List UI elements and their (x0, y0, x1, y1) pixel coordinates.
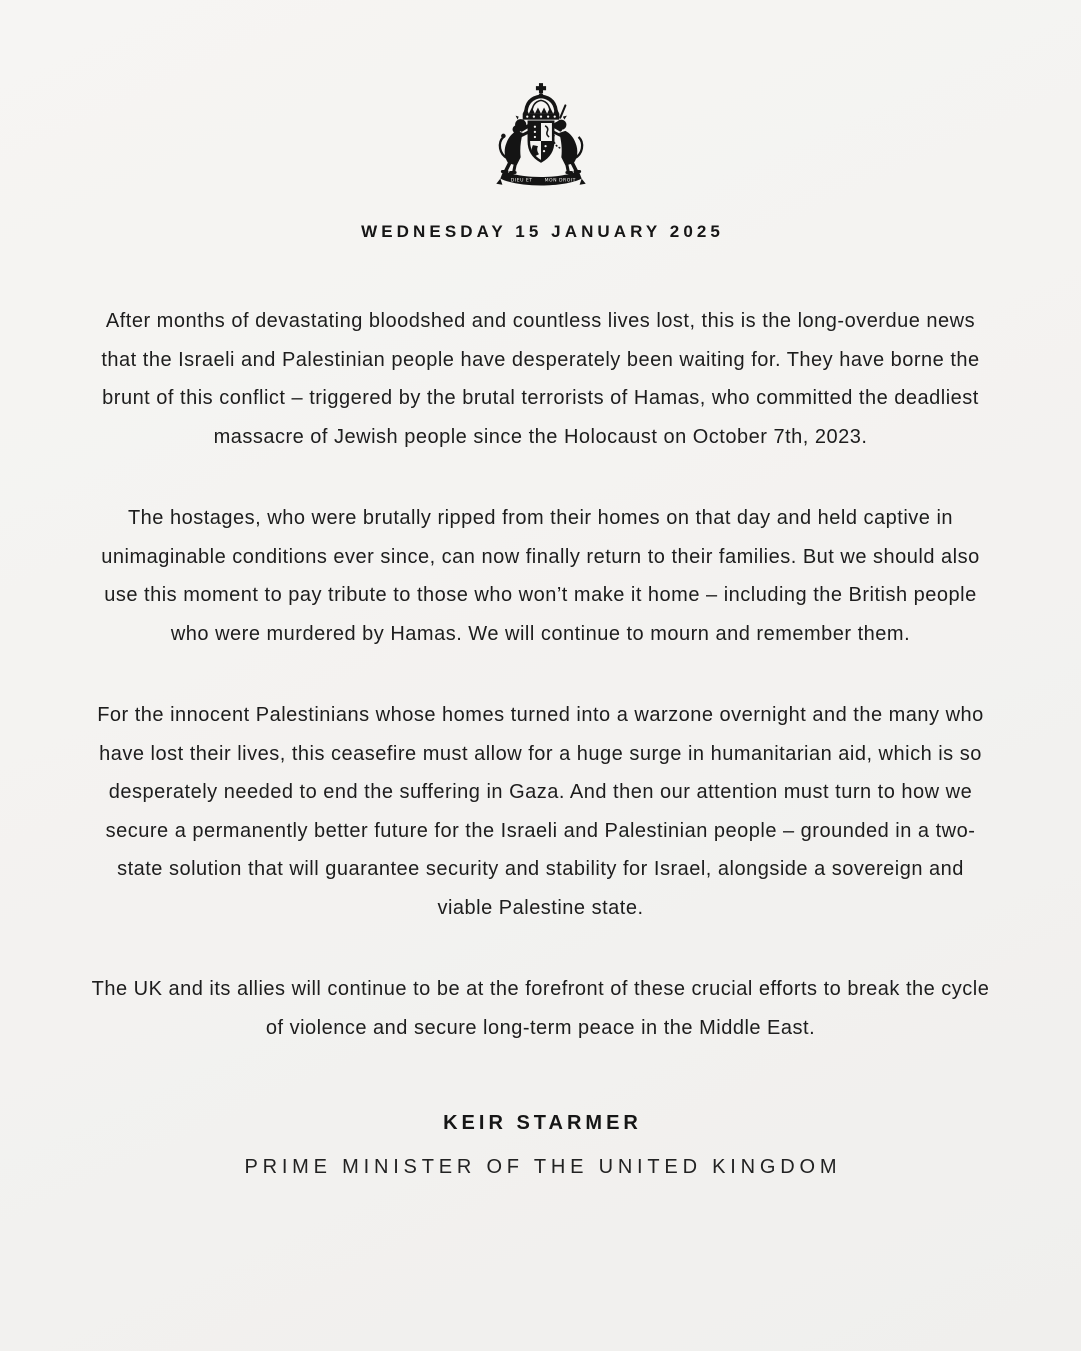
signature-title: PRIME MINISTER OF THE UNITED KINGDOM (244, 1156, 842, 1178)
statement-paragraph-2: The hostages, who were brutally ripped from their homes on that day and held captive in unimaginable conditions ever since, can now finally return to their families. But we should also use this moment to pay tribute to those who won’t make it home – including the British people who were murdered by Hamas. We will continue to mourn and remember them. (101, 507, 980, 645)
uk-royal-coat-of-arms-icon (478, 82, 604, 198)
statement-paragraph-3: For the innocent Palestinians whose homes turned into a warzone overnight and the many who have lost their lives, this ceasefire must allow for a huge surge in humanitarian aid, which is so desperately needed to end the suffering in Gaza. And then our attention must turn to how we secure a permanently better future for the Israeli and Palestinian people – grounded in a two-state solution that will guarantee security and stability for Israel, alongside a sovereign and viable Palestine state. (97, 704, 984, 919)
crest-motto-right: MON DROIT (544, 178, 576, 184)
signature-name: KEIR STARMER (443, 1112, 642, 1134)
statement-paragraph-1: After months of devastating bloodshed and countless lives lost, this is the long-overdue news that the Israeli and Palestinian people have desperately been waiting for. They have borne the brunt of this conflict – triggered by the brutal terrorists of Hamas, who committed the deadliest massacre of Jewish people since the Holocaust on October 7th, 2023. (101, 310, 980, 448)
statement-date: WEDNESDAY 15 JANUARY 2025 (361, 222, 724, 241)
crest-motto-left: DIEU ET (510, 178, 533, 184)
statement-body (88, 302, 993, 1090)
statement-paragraph-4: The UK and its allies will continue to be at the forefront of these crucial efforts to break the cycle of violence and secure long-term peace in the Middle East. (91, 978, 990, 1039)
signature-block (240, 1112, 842, 1179)
